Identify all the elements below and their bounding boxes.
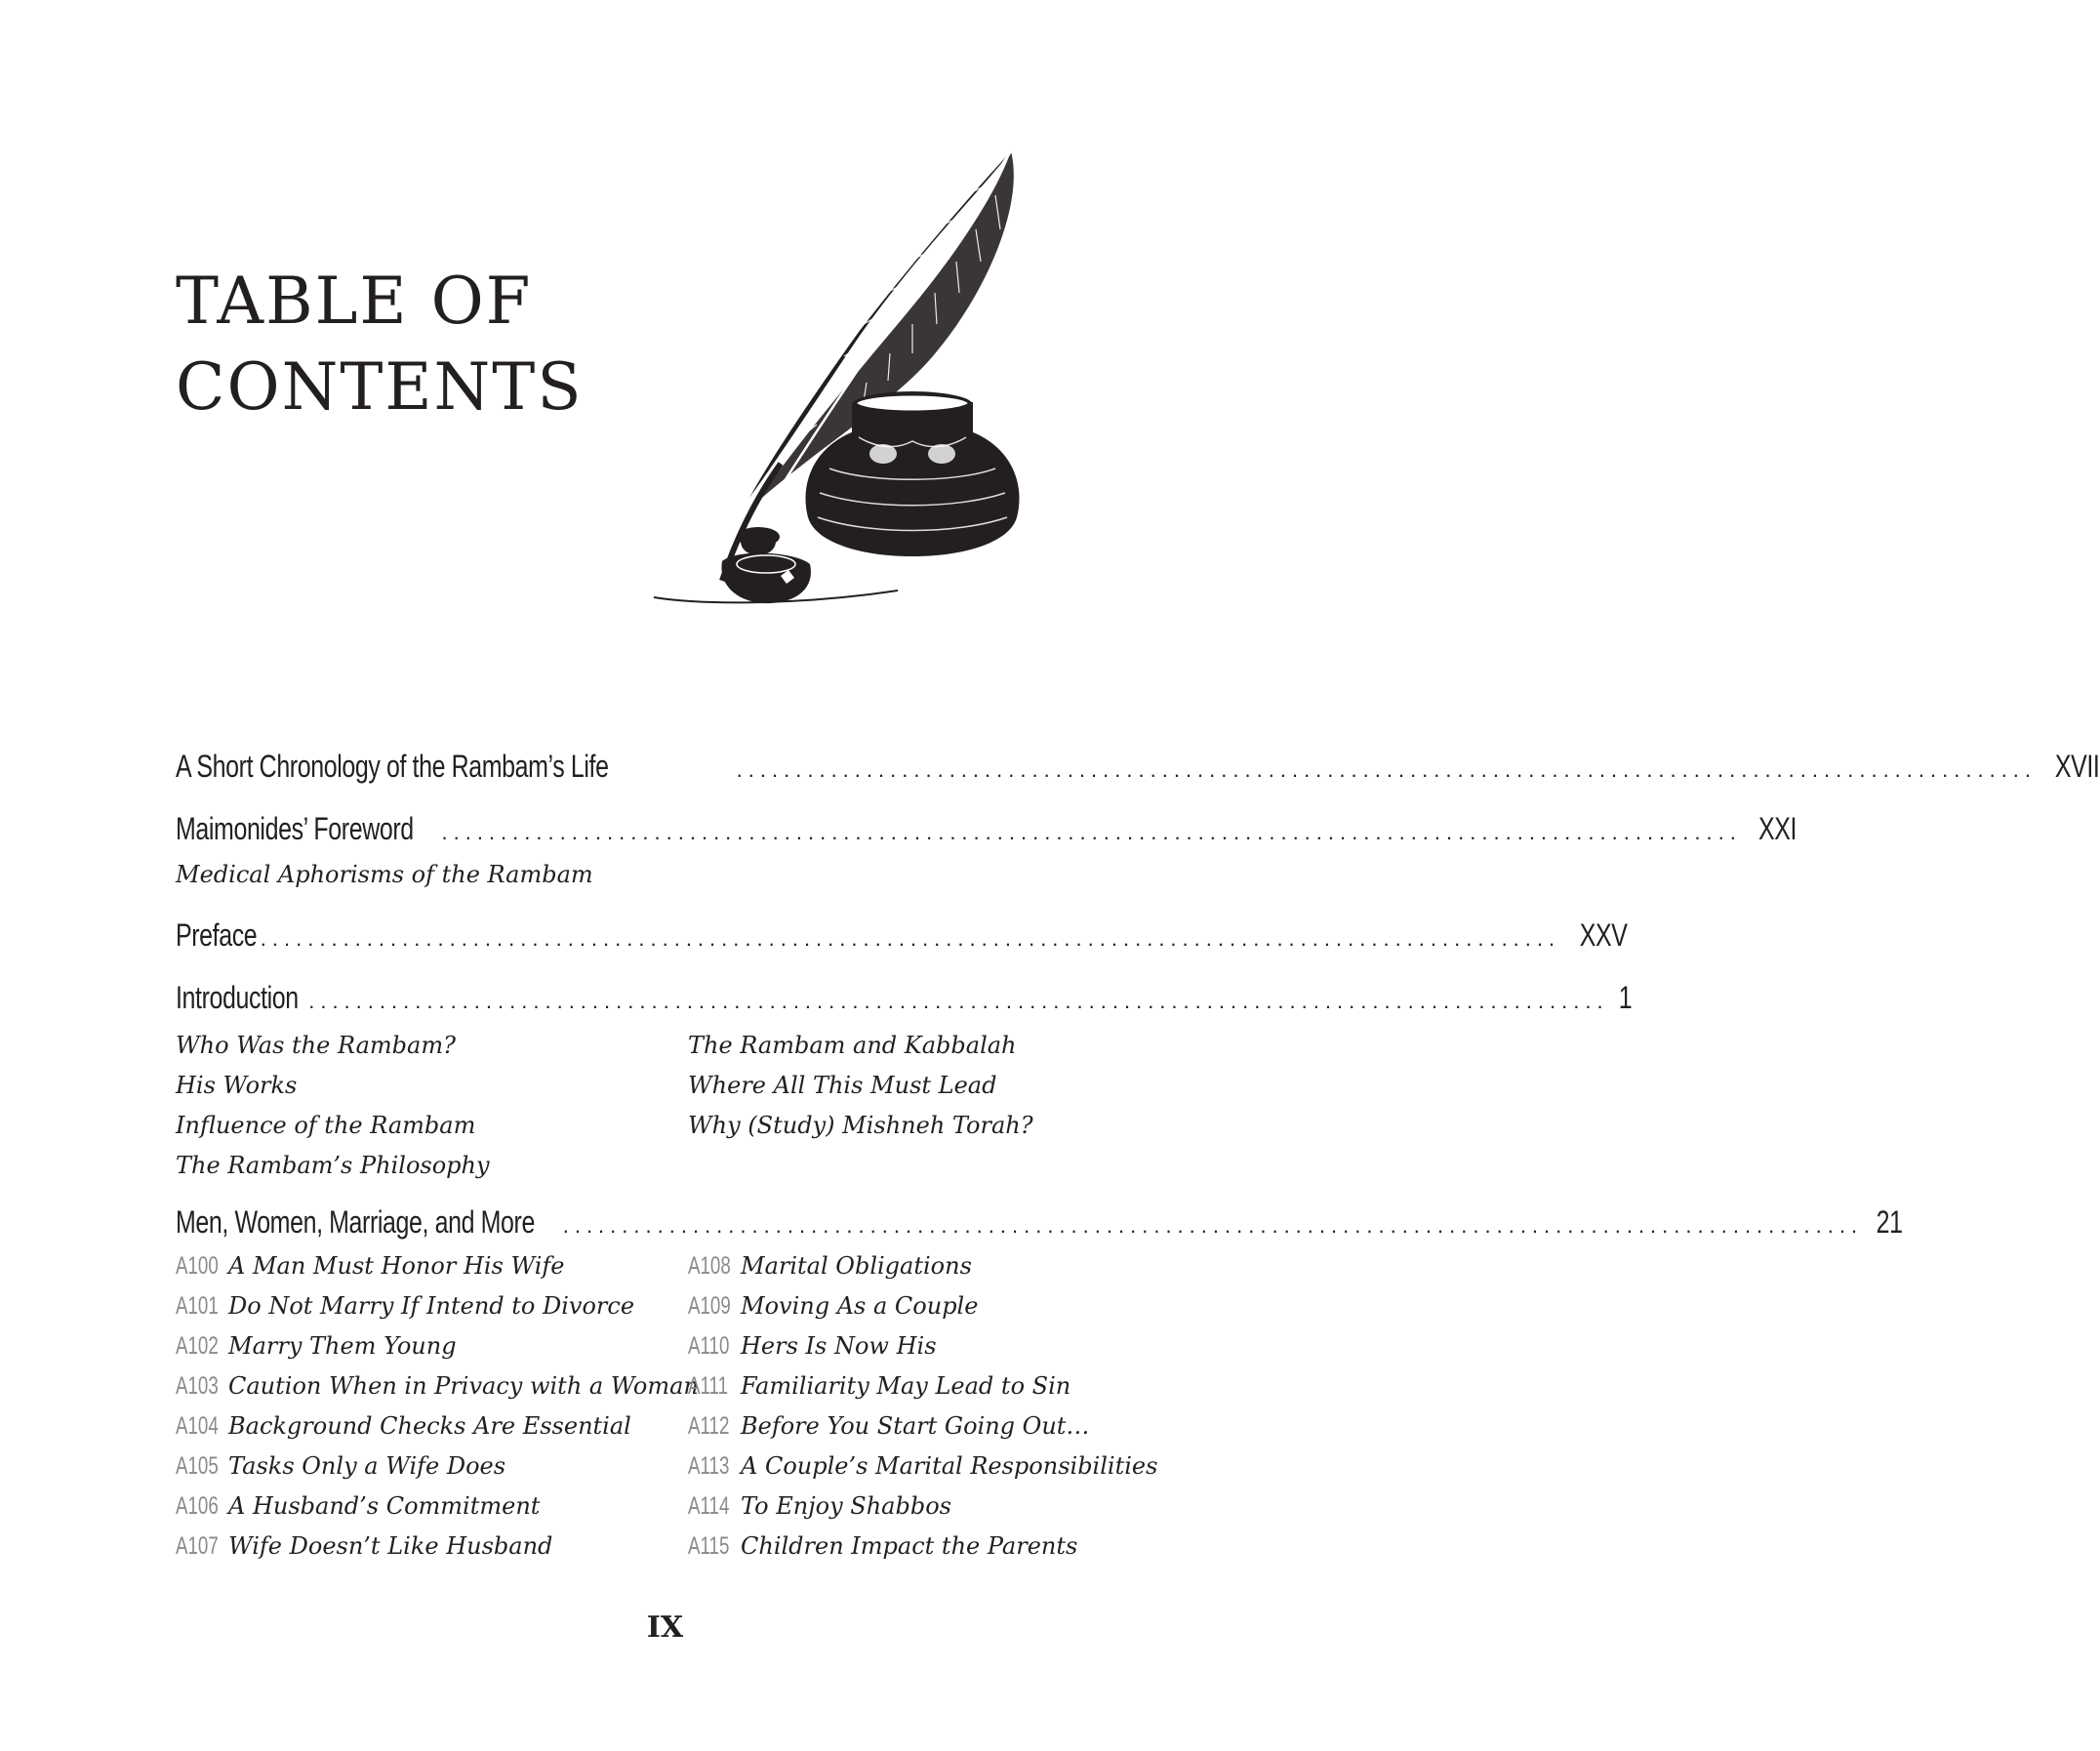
toc-subsection[interactable]: The Rambam and Kabbalah xyxy=(688,1032,1017,1059)
toc-subsection[interactable]: Where All This Must Lead xyxy=(688,1072,997,1099)
toc-subsection[interactable]: Influence of the Rambam xyxy=(176,1112,476,1139)
section-row[interactable]: A103 Caution When in Privacy with a Woman xyxy=(176,1372,699,1400)
toc-subsection[interactable]: Why (Study) Mishneh Torah? xyxy=(688,1112,1033,1139)
dot-leader: .............................................................................................................. xyxy=(441,820,1742,844)
quill-and-inkwell-illustration xyxy=(664,146,1034,664)
toc-entry-preface[interactable] xyxy=(176,913,1628,957)
page-number: IX xyxy=(646,1610,684,1645)
page-title xyxy=(176,259,584,430)
section-row[interactable]: A113 A Couple’s Marital Responsibilities xyxy=(688,1452,1158,1480)
toc-entry-foreword[interactable] xyxy=(176,806,1797,851)
toc-entry-chronology[interactable] xyxy=(176,744,2100,789)
section-row[interactable]: A108 Marital Obligations xyxy=(688,1252,972,1280)
section-row[interactable]: A110 Hers Is Now His xyxy=(688,1332,937,1360)
section-row[interactable]: A107 Wife Doesn’t Like Husband xyxy=(176,1532,553,1560)
chapter-sections xyxy=(176,1246,1161,1567)
title-line-2: CONTENTS xyxy=(176,349,584,425)
toc-entry-men-women-marriage[interactable] xyxy=(176,1200,1903,1244)
section-row[interactable]: A111 Familiarity May Lead to Sin xyxy=(688,1372,1071,1400)
toc-entry-label: Preface xyxy=(176,917,258,953)
toc-subsection[interactable]: The Rambam’s Philosophy xyxy=(176,1152,490,1179)
toc-entry-page: XXI xyxy=(1757,811,1797,846)
section-row[interactable]: A115 Children Impact the Parents xyxy=(688,1532,1078,1560)
toc-entry-page: 21 xyxy=(1876,1204,1903,1240)
section-row[interactable]: A112 Before You Start Going Out… xyxy=(688,1412,1090,1440)
introduction-subsections xyxy=(176,1026,1161,1186)
toc-entry-label: Men, Women, Marriage, and More xyxy=(176,1204,535,1240)
section-row[interactable]: A100 A Man Must Honor His Wife xyxy=(176,1252,565,1280)
table-of-contents xyxy=(176,744,2100,1580)
section-row[interactable]: A109 Moving As a Couple xyxy=(688,1292,979,1320)
section-row[interactable]: A105 Tasks Only a Wife Does xyxy=(176,1452,506,1480)
toc-subtitle: Medical Aphorisms of the Rambam xyxy=(176,861,593,888)
dot-leader: .............................................................................................................. xyxy=(736,757,2038,782)
title-line-1: TABLE OF xyxy=(176,264,533,339)
toc-entry-introduction[interactable] xyxy=(176,975,1632,1020)
toc-entry-page: XXV xyxy=(1579,917,1628,953)
section-row[interactable]: A101 Do Not Marry If Intend to Divorce xyxy=(176,1292,635,1320)
section-row[interactable]: A104 Background Checks Are Essential xyxy=(176,1412,631,1440)
toc-entry-page: XVII xyxy=(2054,749,2100,784)
toc-entry-label: A Short Chronology of the Rambam’s Life xyxy=(176,749,609,784)
toc-entry-label: Introduction xyxy=(176,980,299,1015)
toc-subsection[interactable]: His Works xyxy=(176,1072,298,1099)
dot-leader: .............................................................................................................. xyxy=(260,926,1561,951)
section-row[interactable]: A102 Marry Them Young xyxy=(176,1332,457,1360)
dot-leader: .............................................................................................................. xyxy=(308,989,1609,1013)
section-row[interactable]: A106 A Husband’s Commitment xyxy=(176,1492,541,1520)
toc-entry-label: Maimonides’ Foreword xyxy=(176,811,414,846)
section-row[interactable]: A114 To Enjoy Shabbos xyxy=(688,1492,951,1520)
toc-entry-page: 1 xyxy=(1618,980,1632,1015)
dot-leader: .............................................................................................................. xyxy=(562,1213,1864,1238)
toc-subsection[interactable]: Who Was the Rambam? xyxy=(176,1032,456,1059)
